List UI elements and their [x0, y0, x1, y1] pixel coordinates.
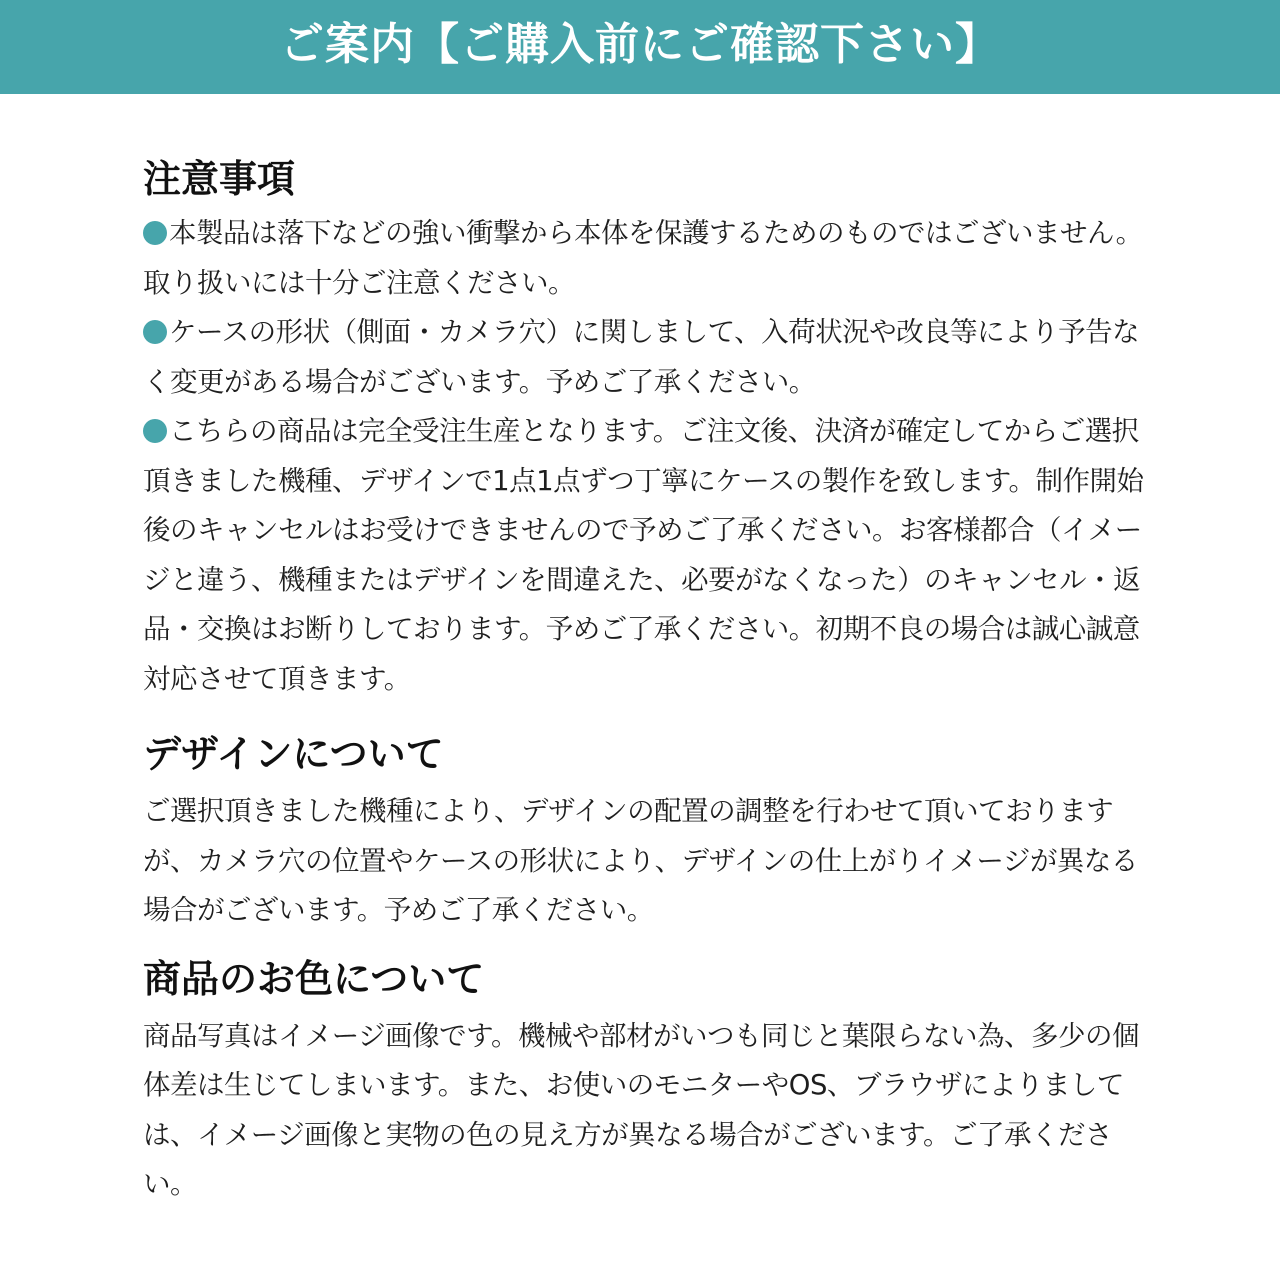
note-item: [143, 308, 1145, 407]
section-title-color: 商品のお色について: [143, 956, 485, 1001]
page-title: ご案内【ご購入前にご確認下さい】: [280, 19, 1000, 70]
note-text: ケースの形状（側面・カメラ穴）に関しまして、入荷状況や改良等により予告なく変更がある場合がございます。予めご了承ください。: [143, 316, 1140, 398]
section-title-design: デザインについて: [143, 732, 444, 776]
bullet-icon: [143, 221, 167, 245]
note-item: [143, 209, 1145, 308]
color-text: 商品写真はイメージ画像です。機械や部材がいつも同じと葉限らない為、多少の個体差は生じてしまいます。また、お使いのモニターやOS、ブラウザによりましては、イメージ画像と実物の色の見え方が異なる場合がございます。ご了承ください。: [143, 1019, 1139, 1200]
section-notes: [143, 157, 1145, 704]
bullet-icon: [143, 419, 167, 443]
section-color: [143, 956, 1145, 1210]
design-text: ご選択頂きました機種により、デザインの配置の調整を行わせて頂いておりますが、カメラ穴の位置やケースの形状により、デザインの仕上がりイメージが異なる場合がございます。予めご了承ください。: [143, 795, 1138, 926]
section-design: [143, 732, 1145, 936]
note-item: [143, 407, 1145, 704]
note-text: こちらの商品は完全受注生産となります。ご注文後、決済が確定してからご選択頂きました機種、デザインで1点1点ずつ丁寧にケースの製作を致します。制作開始後のキャンセルはお受けできませんので予めご了承ください。お客様都合（イメージと違う、機種またはデザインを間違えた、必要がなくなった）のキャンセル・返品・交換はお断りしております。予めご了承ください。初期不良の場合は誠心誠意対応させて頂きます。: [143, 415, 1144, 695]
content: [143, 157, 1145, 1210]
header-banner: [0, 0, 1280, 94]
section-title-notes: 注意事項: [143, 157, 296, 201]
note-text: 本製品は落下などの強い衝撃から本体を保護するためのものではございません。取り扱いには十分ご注意ください。: [143, 217, 1143, 299]
bullet-icon: [143, 320, 167, 344]
